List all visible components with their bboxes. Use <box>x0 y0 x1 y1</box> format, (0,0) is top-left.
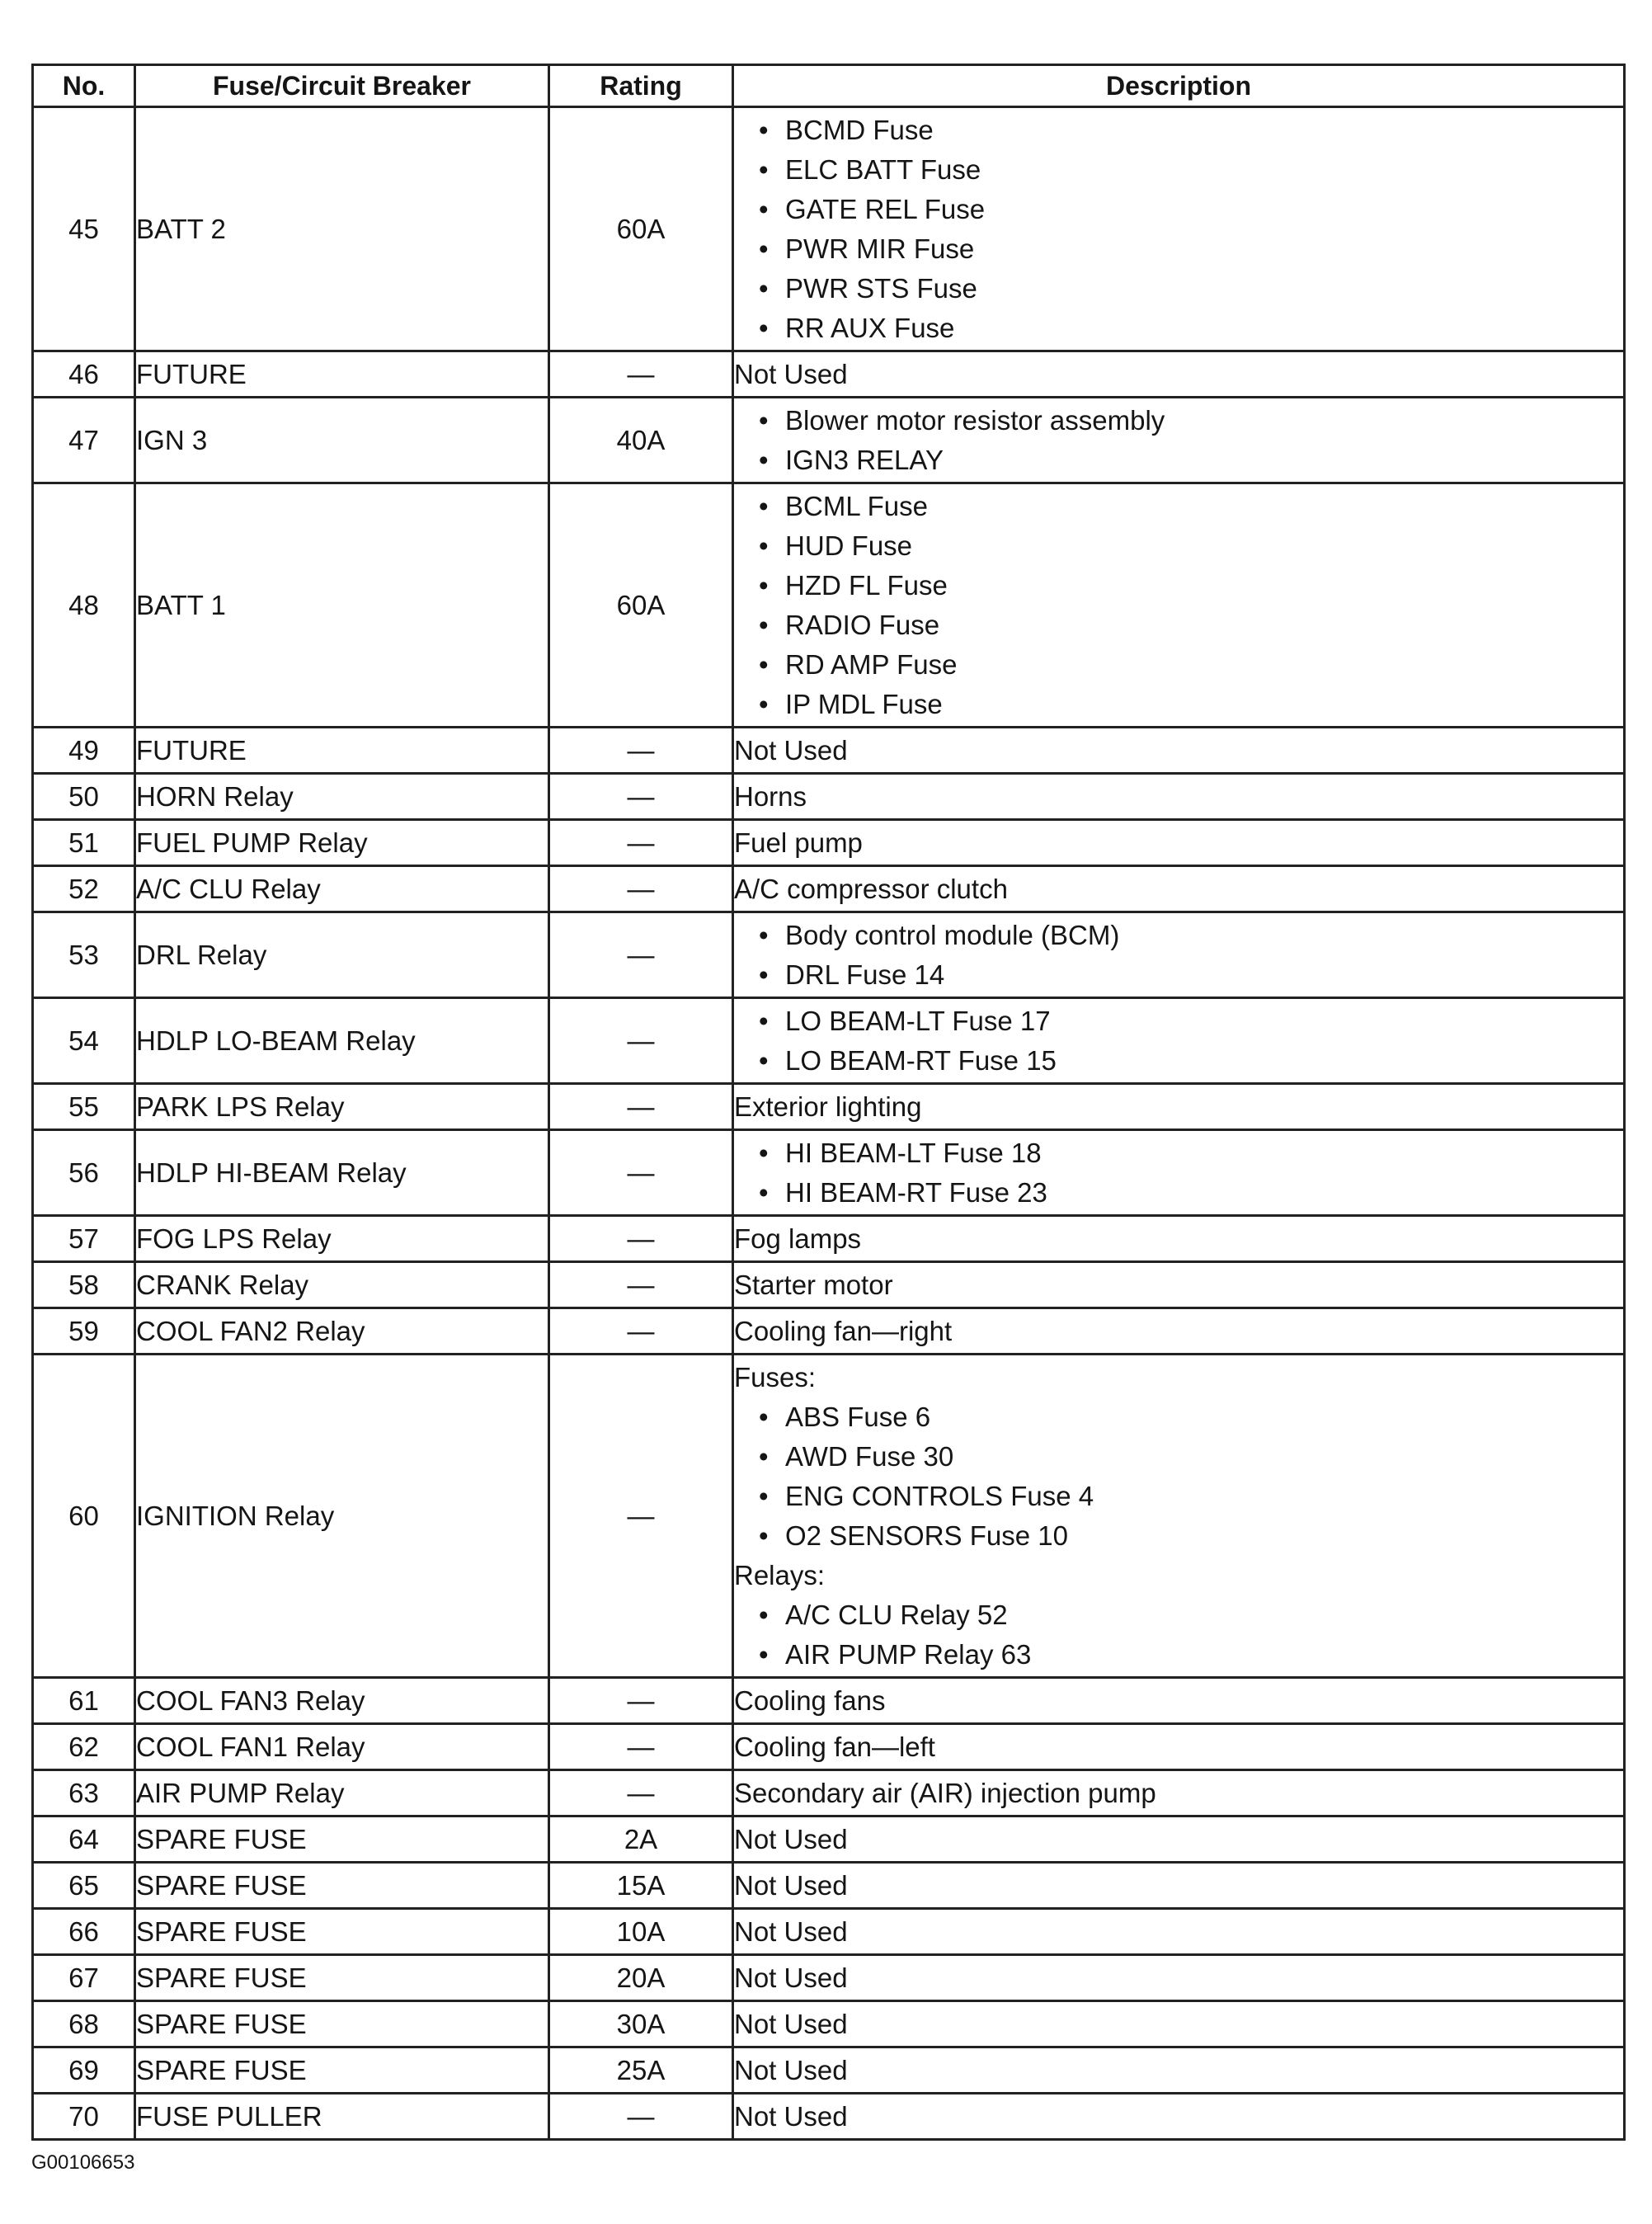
table-row <box>33 1678 1625 1724</box>
rating-value: — <box>549 351 733 398</box>
row-number: 63 <box>33 1770 135 1816</box>
rating-value: — <box>549 998 733 1084</box>
bullet-item: • RADIO Fuse <box>734 605 1623 645</box>
rating-value: 15A <box>549 1863 733 1909</box>
fuse-name: FUTURE <box>135 351 549 398</box>
description-cell: Not Used <box>733 1816 1625 1863</box>
table-row <box>33 107 1625 351</box>
row-number: 64 <box>33 1816 135 1863</box>
table-row <box>33 351 1625 398</box>
bullet-item: • RR AUX Fuse <box>734 309 1623 348</box>
rating-value: — <box>549 1724 733 1770</box>
bullet-item: • LO BEAM-LT Fuse 17 <box>734 1001 1623 1041</box>
description-cell: Cooling fans <box>733 1678 1625 1724</box>
table-row <box>33 1084 1625 1130</box>
description-cell: Fuel pump <box>733 820 1625 866</box>
rating-value: — <box>549 728 733 774</box>
fuse-name: SPARE FUSE <box>135 2047 549 2094</box>
table-row <box>33 1863 1625 1909</box>
table-row <box>33 1955 1625 2001</box>
rating-value: 20A <box>549 1955 733 2001</box>
bullet-list <box>734 1133 1623 1213</box>
bullet-item: • DRL Fuse 14 <box>734 955 1623 995</box>
fuse-name: SPARE FUSE <box>135 1816 549 1863</box>
row-number: 54 <box>33 998 135 1084</box>
fuse-name: COOL FAN1 Relay <box>135 1724 549 1770</box>
fuse-name: IGN 3 <box>135 398 549 483</box>
description-cell: Not Used <box>733 2094 1625 2140</box>
bullet-item: • HI BEAM-LT Fuse 18 <box>734 1133 1623 1173</box>
fuse-name: FUSE PULLER <box>135 2094 549 2140</box>
rating-value: — <box>549 1262 733 1308</box>
description-cell <box>733 398 1625 483</box>
description-cell: Not Used <box>733 1863 1625 1909</box>
description-cell: Not Used <box>733 1909 1625 1955</box>
description-cell: Not Used <box>733 2047 1625 2094</box>
fuse-name: AIR PUMP Relay <box>135 1770 549 1816</box>
bullet-item: • ELC BATT Fuse <box>734 150 1623 190</box>
fuse-name: SPARE FUSE <box>135 1955 549 2001</box>
row-number: 62 <box>33 1724 135 1770</box>
table-header-row <box>33 65 1625 107</box>
description-cell: Not Used <box>733 1955 1625 2001</box>
table-row <box>33 1262 1625 1308</box>
rating-value: 10A <box>549 1909 733 1955</box>
bullet-item: • O2 SENSORS Fuse 10 <box>734 1516 1623 1556</box>
table-row <box>33 1724 1625 1770</box>
bullet-item: • LO BEAM-RT Fuse 15 <box>734 1041 1623 1081</box>
bullet-item: • IP MDL Fuse <box>734 685 1623 724</box>
table-row <box>33 2094 1625 2140</box>
row-number: 51 <box>33 820 135 866</box>
row-number: 53 <box>33 912 135 998</box>
fuse-name: HDLP HI-BEAM Relay <box>135 1130 549 1216</box>
row-number: 58 <box>33 1262 135 1308</box>
row-number: 68 <box>33 2001 135 2047</box>
fuse-name: HORN Relay <box>135 774 549 820</box>
row-number: 65 <box>33 1863 135 1909</box>
row-number: 56 <box>33 1130 135 1216</box>
bullet-item: • A/C CLU Relay 52 <box>734 1595 1623 1635</box>
fuse-name: DRL Relay <box>135 912 549 998</box>
fuse-table <box>31 64 1626 2141</box>
row-number: 47 <box>33 398 135 483</box>
rating-value: 40A <box>549 398 733 483</box>
rating-value: 25A <box>549 2047 733 2094</box>
description-cell: Cooling fan—left <box>733 1724 1625 1770</box>
bullet-list <box>734 487 1623 724</box>
table-row <box>33 398 1625 483</box>
table-row <box>33 728 1625 774</box>
row-number: 67 <box>33 1955 135 2001</box>
bullet-item: • IGN3 RELAY <box>734 441 1623 480</box>
rating-value: — <box>549 2094 733 2140</box>
fuse-name: SPARE FUSE <box>135 1863 549 1909</box>
table-row <box>33 483 1625 728</box>
rating-value: 60A <box>549 483 733 728</box>
row-number: 61 <box>33 1678 135 1724</box>
bullet-item: • GATE REL Fuse <box>734 190 1623 229</box>
bullet-list <box>734 1001 1623 1081</box>
row-number: 60 <box>33 1355 135 1678</box>
rating-value: — <box>549 912 733 998</box>
bullet-item: • BCML Fuse <box>734 487 1623 526</box>
row-number: 46 <box>33 351 135 398</box>
bullet-list <box>734 916 1623 995</box>
row-number: 55 <box>33 1084 135 1130</box>
rating-value: — <box>549 820 733 866</box>
table-row <box>33 1130 1625 1216</box>
header-no: No. <box>33 65 135 107</box>
bullet-list <box>734 401 1623 480</box>
rating-value: — <box>549 1770 733 1816</box>
fuse-name: IGNITION Relay <box>135 1355 549 1678</box>
description-cell: Not Used <box>733 2001 1625 2047</box>
description-cell: Not Used <box>733 728 1625 774</box>
rating-value: — <box>549 1216 733 1262</box>
description-cell <box>733 483 1625 728</box>
fuse-name: PARK LPS Relay <box>135 1084 549 1130</box>
row-number: 48 <box>33 483 135 728</box>
table-row <box>33 1909 1625 1955</box>
rating-value: — <box>549 1678 733 1724</box>
table-row <box>33 998 1625 1084</box>
bullet-item: • AWD Fuse 30 <box>734 1437 1623 1477</box>
bullet-item: • BCMD Fuse <box>734 111 1623 150</box>
header-rating: Rating <box>549 65 733 107</box>
table-row <box>33 1308 1625 1355</box>
description-cell: Secondary air (AIR) injection pump <box>733 1770 1625 1816</box>
rating-value: — <box>549 1355 733 1678</box>
fuse-name: COOL FAN2 Relay <box>135 1308 549 1355</box>
bullet-item: • ENG CONTROLS Fuse 4 <box>734 1477 1623 1516</box>
header-description: Description <box>733 65 1625 107</box>
description-cell: Horns <box>733 774 1625 820</box>
table-body <box>33 107 1625 2140</box>
bullet-item: • RD AMP Fuse <box>734 645 1623 685</box>
bullet-item: • AIR PUMP Relay 63 <box>734 1635 1623 1675</box>
fuse-name: FOG LPS Relay <box>135 1216 549 1262</box>
table-row <box>33 820 1625 866</box>
row-number: 69 <box>33 2047 135 2094</box>
description-cell: Exterior lighting <box>733 1084 1625 1130</box>
bullet-item: • HI BEAM-RT Fuse 23 <box>734 1173 1623 1213</box>
row-number: 49 <box>33 728 135 774</box>
row-number: 66 <box>33 1909 135 1955</box>
row-number: 52 <box>33 866 135 912</box>
description-cell <box>733 1130 1625 1216</box>
table-row <box>33 1355 1625 1678</box>
table-row <box>33 2047 1625 2094</box>
description-cell: Cooling fan—right <box>733 1308 1625 1355</box>
description-cell: Fog lamps <box>733 1216 1625 1262</box>
fuse-name: FUTURE <box>135 728 549 774</box>
description-cell: Not Used <box>733 351 1625 398</box>
fuse-name: FUEL PUMP Relay <box>135 820 549 866</box>
table-row <box>33 912 1625 998</box>
bullet-list <box>734 111 1623 348</box>
description-subheading: Fuses: <box>734 1361 817 1392</box>
fuse-name: BATT 2 <box>135 107 549 351</box>
fuse-name: SPARE FUSE <box>135 1909 549 1955</box>
row-number: 59 <box>33 1308 135 1355</box>
description-cell <box>733 998 1625 1084</box>
description-subheading: Relays: <box>734 1559 826 1590</box>
bullet-item: • HZD FL Fuse <box>734 566 1623 605</box>
description-cell <box>733 912 1625 998</box>
bullet-item: • PWR MIR Fuse <box>734 229 1623 269</box>
fuse-name: BATT 1 <box>135 483 549 728</box>
bullet-list <box>734 1595 1623 1675</box>
rating-value: — <box>549 866 733 912</box>
row-number: 70 <box>33 2094 135 2140</box>
bullet-item: • HUD Fuse <box>734 526 1623 566</box>
bullet-item: • ABS Fuse 6 <box>734 1397 1623 1437</box>
description-cell: A/C compressor clutch <box>733 866 1625 912</box>
rating-value: — <box>549 1308 733 1355</box>
bullet-item: • Blower motor resistor assembly <box>734 401 1623 441</box>
figure-id: G00106653 <box>31 2151 135 2174</box>
row-number: 45 <box>33 107 135 351</box>
description-cell: Starter motor <box>733 1262 1625 1308</box>
table-row <box>33 2001 1625 2047</box>
table-row <box>33 774 1625 820</box>
rating-value: — <box>549 774 733 820</box>
fuse-name: COOL FAN3 Relay <box>135 1678 549 1724</box>
row-number: 57 <box>33 1216 135 1262</box>
header-fuse-circuit-breaker: Fuse/Circuit Breaker <box>135 65 549 107</box>
rating-value: — <box>549 1130 733 1216</box>
table-row <box>33 1216 1625 1262</box>
table-row <box>33 866 1625 912</box>
bullet-list <box>734 1397 1623 1556</box>
row-number: 50 <box>33 774 135 820</box>
table-row <box>33 1816 1625 1863</box>
rating-value: 2A <box>549 1816 733 1863</box>
rating-value: 30A <box>549 2001 733 2047</box>
description-cell <box>733 107 1625 351</box>
description-cell <box>733 1355 1625 1678</box>
table-row <box>33 1770 1625 1816</box>
fuse-name: CRANK Relay <box>135 1262 549 1308</box>
fuse-name: SPARE FUSE <box>135 2001 549 2047</box>
rating-value: 60A <box>549 107 733 351</box>
rating-value: — <box>549 1084 733 1130</box>
fuse-name: HDLP LO-BEAM Relay <box>135 998 549 1084</box>
bullet-item: • Body control module (BCM) <box>734 916 1623 955</box>
bullet-item: • PWR STS Fuse <box>734 269 1623 309</box>
fuse-name: A/C CLU Relay <box>135 866 549 912</box>
